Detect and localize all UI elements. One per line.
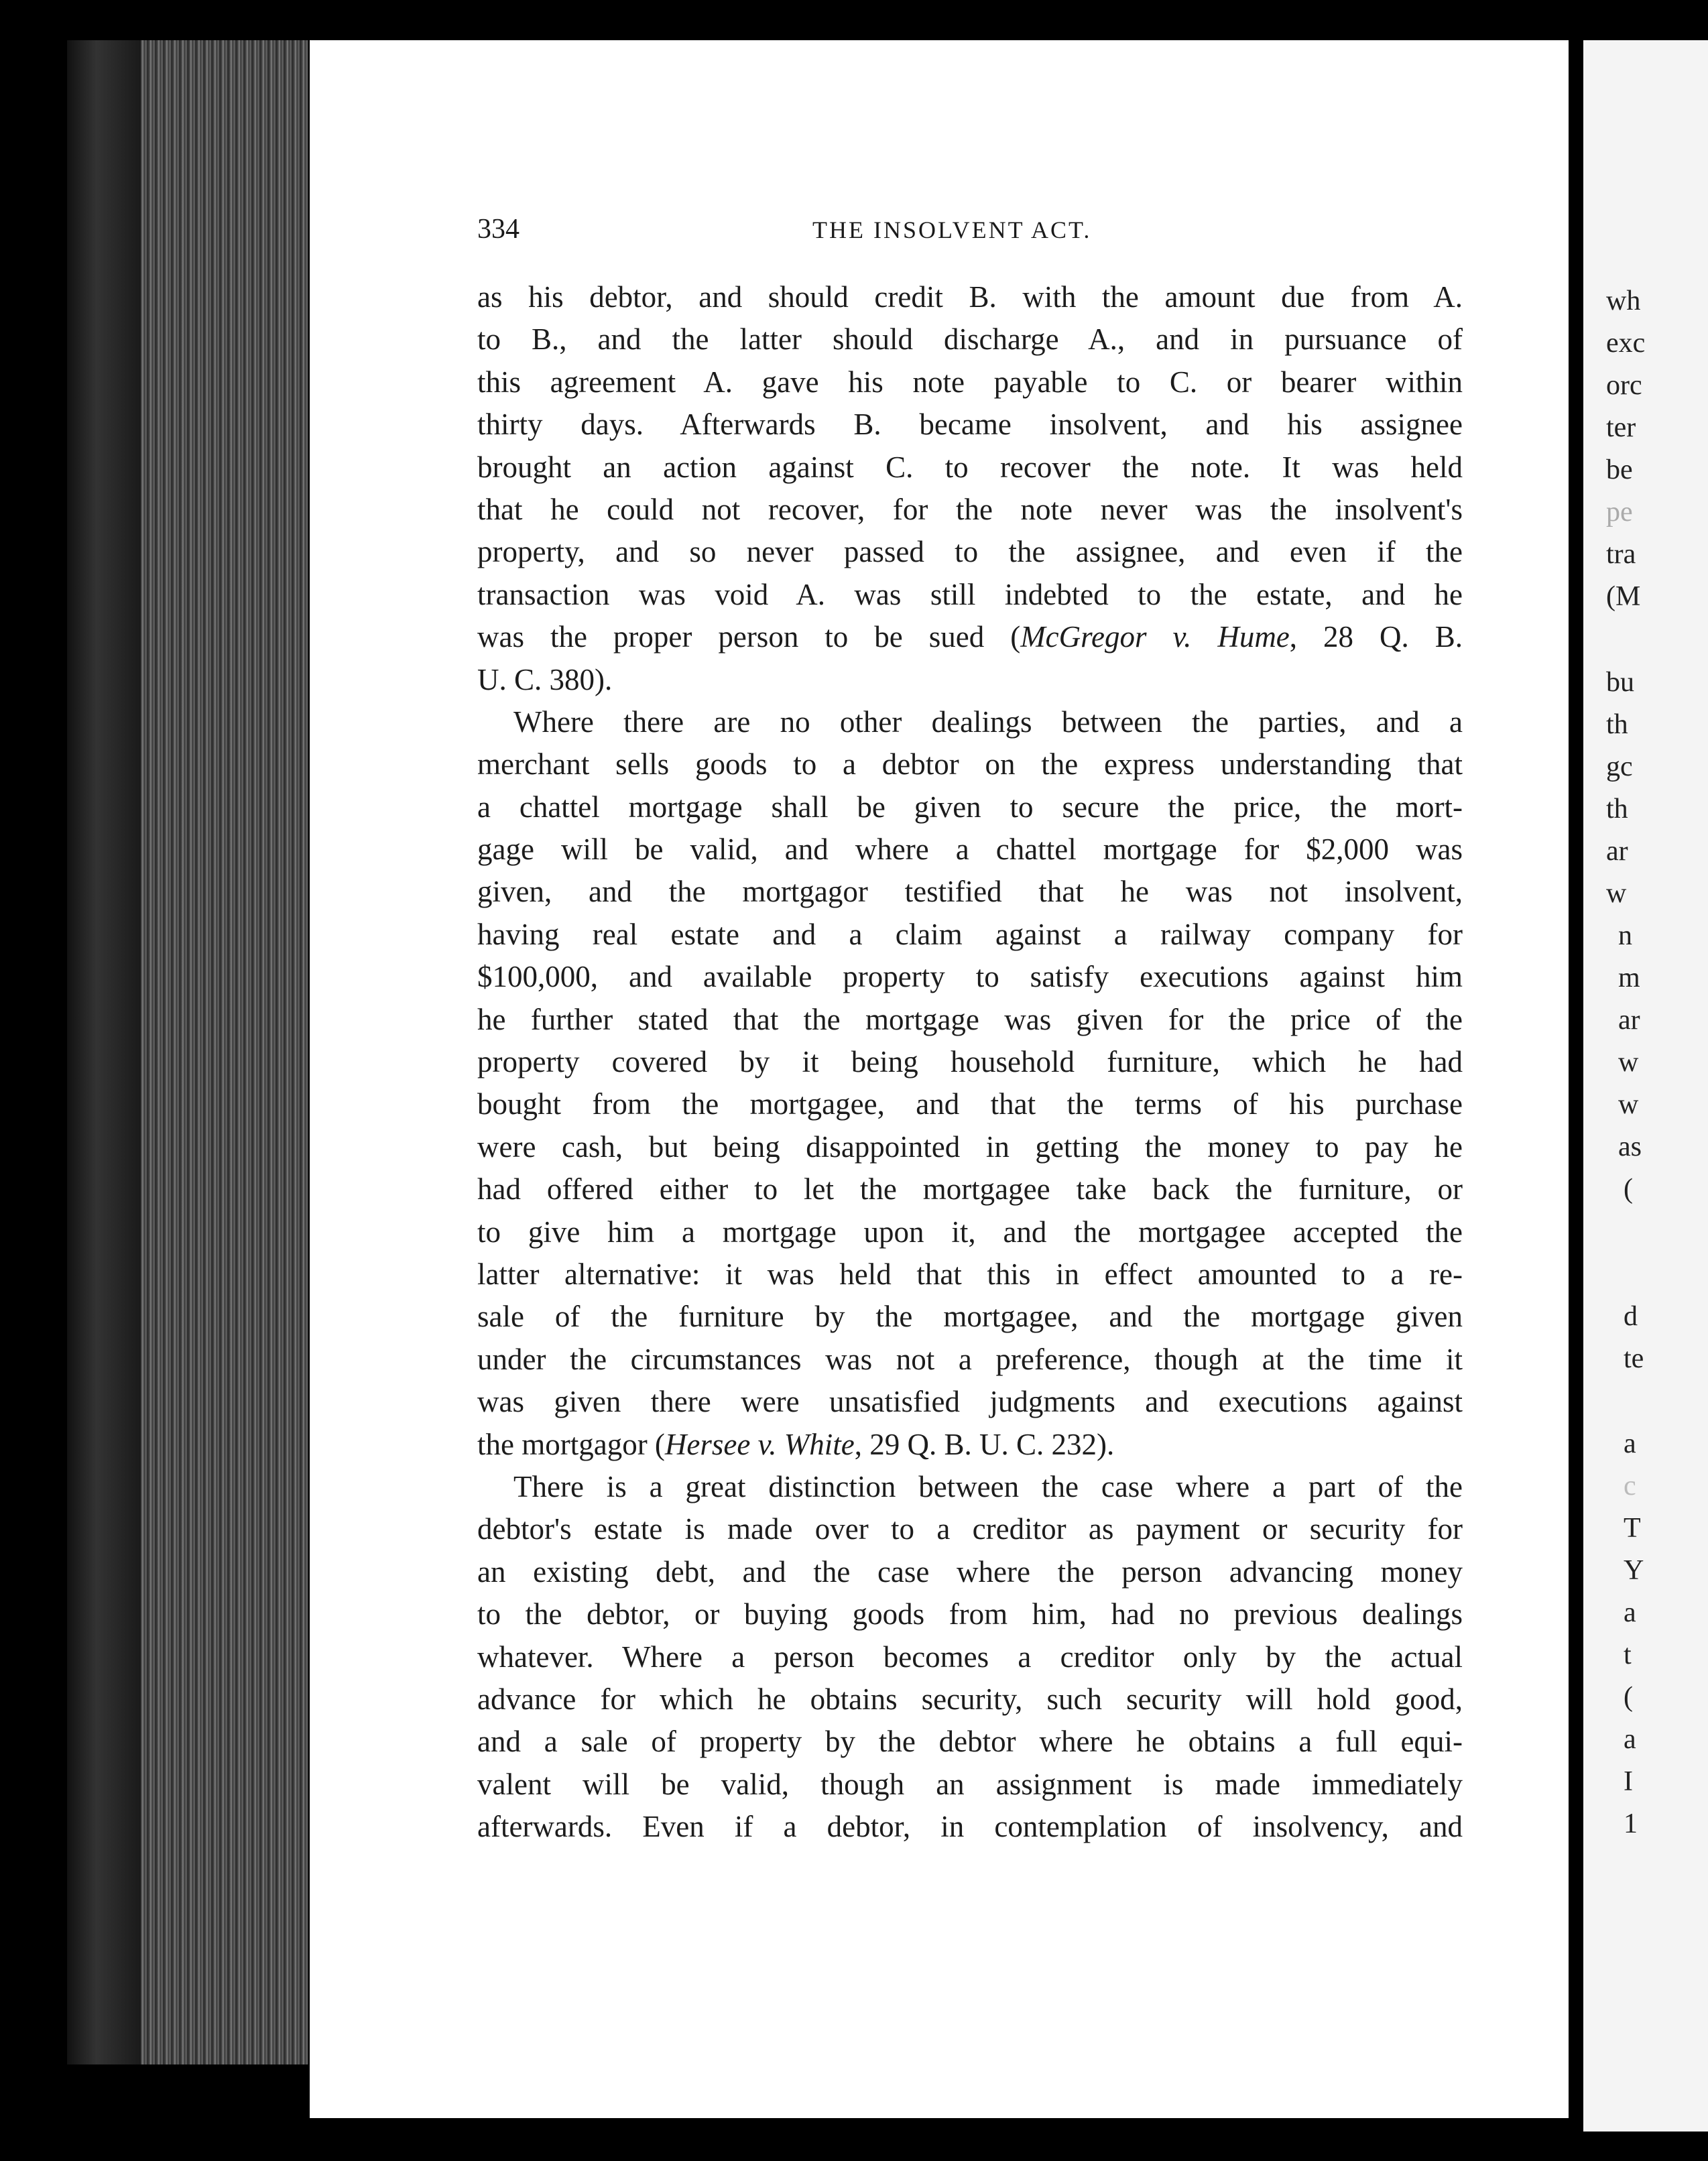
text-line: to the debtor, or buying goods from him, had no previous dealings: [477, 1597, 1463, 1631]
facing-fragment: th: [1606, 709, 1628, 740]
facing-fragment: tra: [1606, 539, 1636, 570]
text-line: an existing debt, and the case where the person advancing money: [477, 1554, 1463, 1589]
facing-fragment: w: [1618, 1047, 1639, 1078]
text-line: to give him a mortgage upon it, and the mortgagee accepted the: [477, 1215, 1463, 1249]
facing-fragment: th: [1606, 794, 1628, 824]
facing-fragment: 1: [1624, 1808, 1638, 1839]
facing-fragment: as: [1618, 1131, 1642, 1162]
facing-fragment: t: [1624, 1640, 1632, 1670]
facing-fragment: w: [1606, 878, 1627, 909]
case-citation: McGregor v. Hume: [1020, 620, 1290, 654]
facing-fragment: ter: [1606, 412, 1636, 443]
facing-fragment: a: [1624, 1428, 1636, 1459]
text-line: had offered either to let the mortgagee take back the furniture, or: [477, 1172, 1463, 1207]
text-line: valent will be valid, though an assignment is made immediately: [477, 1767, 1463, 1801]
facing-fragment: ar: [1606, 836, 1628, 867]
facing-fragment: d: [1624, 1301, 1638, 1332]
page-gutter: [1569, 27, 1583, 2145]
running-title: THE INSOLVENT ACT.: [812, 217, 1092, 243]
text-line: that he could not recover, for the note never was the insolvent's: [477, 492, 1463, 526]
case-citation: Hersee v. White: [664, 1427, 855, 1461]
facing-fragment: exc: [1606, 328, 1646, 359]
text-line: having real estate and a claim against a railway company for: [477, 917, 1463, 951]
book-spine-shadow: [67, 40, 141, 2064]
page-number: 334: [477, 214, 520, 245]
text-line: given, and the mortgagor testified that he was not insolvent,: [477, 875, 1463, 909]
facing-fragment: Y: [1624, 1555, 1644, 1586]
facing-fragment: wh: [1606, 286, 1641, 316]
text-line: gage will be valid, and where a chattel mortgage for $2,000 was: [477, 832, 1463, 867]
facing-fragment: pe: [1606, 497, 1633, 528]
facing-fragment: I: [1624, 1766, 1633, 1797]
text-line: afterwards. Even if a debtor, in contemplation of insolvency, and: [477, 1810, 1463, 1844]
text-line: this agreement A. gave his note payable to C. or bearer within: [477, 365, 1463, 399]
facing-fragment: a: [1624, 1724, 1636, 1755]
text-line: thirty days. Afterwards B. became insolvent, and his assignee: [477, 408, 1463, 442]
text-line: and a sale of property by the debtor where he obtains a full equi-: [477, 1725, 1463, 1759]
text-line: transaction was void A. was still indebted to the estate, and he: [477, 577, 1463, 611]
text-line: Where there are no other dealings between the parties, and a: [513, 704, 1463, 739]
text-line: whatever. Where a person becomes a creditor only by the actual: [477, 1640, 1463, 1674]
text-line-with-citation: [477, 616, 1463, 658]
text-fragment: the mortgagor (: [477, 1427, 665, 1461]
facing-fragment: w: [1618, 1089, 1639, 1120]
text-line: $100,000, and available property to satisfy executions against him: [477, 960, 1463, 994]
text-line: advance for which he obtains security, such security will hold good,: [477, 1682, 1463, 1716]
text-line: a chattel mortgage shall be given to secure the price, the mort-: [477, 790, 1463, 824]
body-text: [477, 276, 1463, 1848]
facing-fragment: te: [1624, 1343, 1644, 1374]
text-line: under the circumstances was not a preference, though at the time it: [477, 1342, 1463, 1376]
text-line: he further stated that the mortgage was given for the price of the: [477, 1002, 1463, 1036]
facing-fragment: gc: [1606, 751, 1633, 782]
text-line: to B., and the latter should discharge A., and in pursuance of: [477, 322, 1463, 357]
facing-fragment: bu: [1606, 667, 1634, 698]
text-line-with-citation: [477, 1424, 1463, 1466]
facing-page-edge: [1583, 40, 1708, 2132]
facing-fragment: T: [1624, 1513, 1641, 1544]
facing-fragment: ar: [1618, 1005, 1640, 1036]
facing-fragment: orc: [1606, 370, 1642, 401]
text-line: debtor's estate is made over to a creditor as payment or security for: [477, 1512, 1463, 1546]
text-line: latter alternative: it was held that this in effect amounted to a re-: [477, 1257, 1463, 1291]
text-fragment: , 29 Q. B. U. C. 232).: [854, 1427, 1115, 1461]
facing-fragment: (: [1624, 1174, 1633, 1205]
text-line: There is a great distinction between the case where a part of the: [513, 1469, 1463, 1503]
facing-fragment: (: [1624, 1682, 1633, 1713]
text-line: brought an action against C. to recover the note. It was held: [477, 450, 1463, 484]
text-line: bought from the mortgagee, and that the terms of his purchase: [477, 1087, 1463, 1121]
facing-fragment: be: [1606, 454, 1633, 485]
page-header: [477, 213, 1463, 253]
text-line: was given there were unsatisfied judgments and executions against: [477, 1385, 1463, 1419]
text-line: sale of the furniture by the mortgagee, and the mortgage given: [477, 1300, 1463, 1334]
text-line: were cash, but being disappointed in getting the money to pay he: [477, 1129, 1463, 1164]
facing-fragment: a: [1624, 1597, 1636, 1628]
text-fragment: was the proper person to be sued (: [477, 620, 1021, 654]
facing-fragment: c: [1624, 1471, 1636, 1501]
facing-fragment: (M: [1606, 581, 1641, 612]
text-line: as his debtor, and should credit B. with the amount due from A.: [477, 280, 1463, 314]
text-fragment: , 28 Q. B.: [1289, 620, 1463, 654]
text-line: U. C. 380).: [477, 662, 613, 696]
facing-fragment: m: [1618, 963, 1640, 993]
facing-fragment: n: [1618, 920, 1632, 951]
text-line: property covered by it being household furniture, which he had: [477, 1045, 1463, 1079]
text-line: merchant sells goods to a debtor on the express understanding that: [477, 747, 1463, 782]
text-line: property, and so never passed to the assignee, and even if the: [477, 535, 1463, 569]
